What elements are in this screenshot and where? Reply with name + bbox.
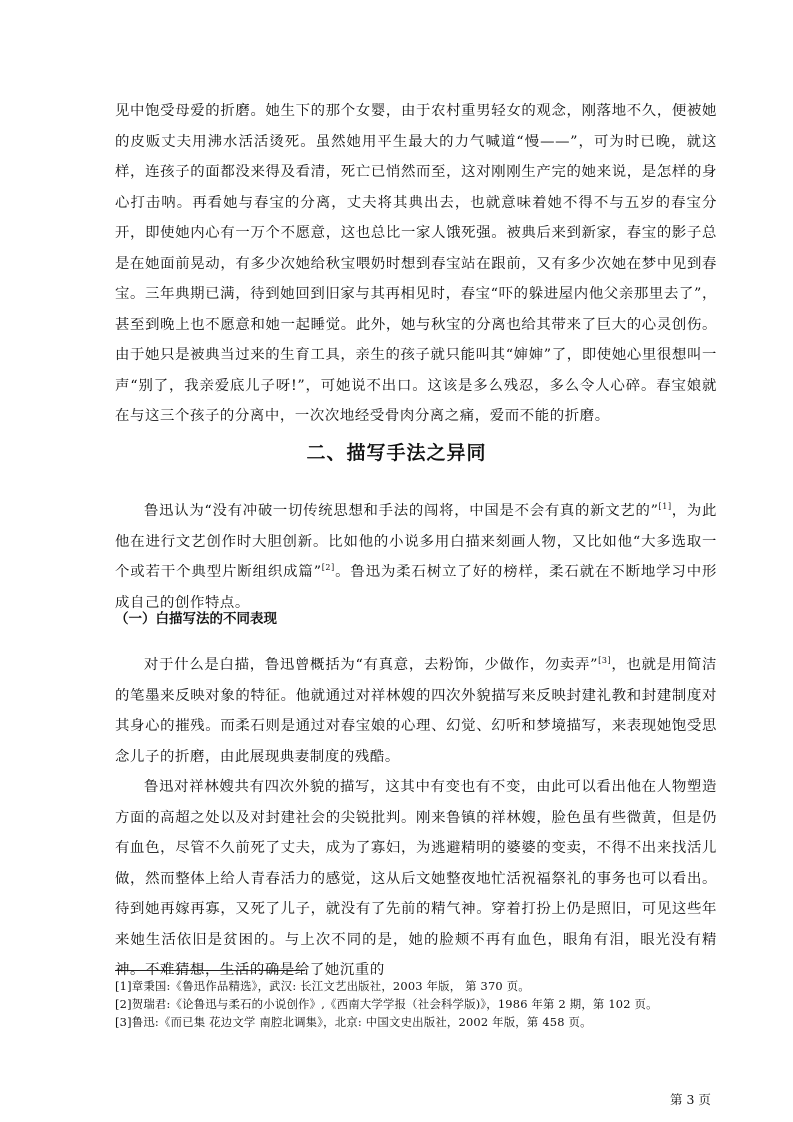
paragraph-text: 。鲁迅为柔石树立了好的榜样，柔石就在不断地学习中形成自己的创作特点。 xyxy=(115,564,717,611)
section-heading: 二、描写手法之异同 xyxy=(306,442,487,464)
paragraph-text: 鲁迅认为“没有冲破一切传统思想和手法的闯将，中国是不会有真的新文艺的” xyxy=(144,503,659,519)
page-number: 第 3 页 xyxy=(670,1092,711,1107)
citation-ref-1: [1] xyxy=(658,502,672,511)
body-paragraph-1: 见中饱受母爱的折磨。她生下的那个女婴，由于农村重男轻女的观念，刚落地不久，便被她的皮贩丈夫用沸水活活烫死。虽然她用平生最大的力气喊道“慢——”，可为时已晚，就这样，连孩子的面都没来得及看清，死亡已悄然而至，这对刚刚生产完的她来说，是怎样的身心打击呐。再看她与春宝的分离，丈夫将其典出去，也就意味着她不得不与五岁的春宝分开，即使她内心有一万个不愿意，这也总比一家人饿死强。被典后来到新家，春宝的影子总是在她面前晃动，有多少次她给秋宝喂奶时想到春宝站在跟前，又有多少次她在梦中见到春宝。三年典期已满，待到她回到旧家与其再相见时，春宝“吓的躲进屋内他父亲那里去了”，甚至到晚上也不愿意和她一起睡觉。此外，她与秋宝的分离也给其带来了巨大的心灵创伤。由于她只是被典当过来的生育工具，亲生的孩子就只能叫其“婶婶”了，即使她心里很想叫一声“别了，我亲爱底儿子呀!”，可她说不出口。这该是多么残忍，多么令人心碎。春宝娘就在与这三个孩子的分离中，一次次地经受骨肉分离之痛，爱而不能的折磨。 xyxy=(115,103,717,424)
footnote-divider xyxy=(115,970,305,971)
footnote-3: [3]鲁迅:《而已集 花边文学 南腔北调集》，北京: 中国文史出版社，2002 年版，第 458 页。 xyxy=(115,1015,592,1029)
subsection-heading: （一）白描写法的不同表现 xyxy=(115,611,277,627)
paragraph-text: ，为此他在进行文艺创作时大胆创新。比如他的小说多用白描来刻画人物，又比如他“大多选取一个或若干个典型片断组织成篇” xyxy=(115,503,717,580)
footnote-1: [1]章秉国:《鲁迅作品精选》，武汉: 长江文艺出版社，2003 年版， 第 370 页。 xyxy=(115,979,530,993)
paragraph-text: 对于什么是白描，鲁迅曾概括为“有真意，去粉饰，少做作，勿卖弄” xyxy=(144,657,599,673)
citation-ref-3: [3] xyxy=(598,656,612,665)
paragraph-text: ，也就是用简洁的笔墨来反映对象的特征。他就通过对祥林嫂的四次外貌描写来反映封建礼教和封建制度对其身心的摧残。而柔石则是通过对春宝娘的心理、幻觉、幻听和梦境描写，来表现她饱受思念儿子的折磨，由此展现典妻制度的残酷。 xyxy=(115,657,717,765)
citation-ref-2: [2] xyxy=(321,563,335,572)
body-paragraph-4: 鲁迅对祥林嫂共有四次外貌的描写，这其中有变也有不变，由此可以看出他在人物塑造方面的高超之处以及对封建社会的尖锐批判。刚来鲁镇的祥林嫂，脸色虽有些微黄，但是仍有血色，尽管不久前死了丈夫，成为了寡妇，为逃避精明的婆婆的变卖，不得不出来找活儿做，然而整体上给人青春活力的感觉，这从后文她整夜地忙活祝福祭礼的事务也可以看出。待到她再嫁再寡，又死了儿子，就没有了先前的精气神。穿着打扮上仍是照旧，可见这些年来她生活依旧是贫困的。与上次不同的是，她的脸颊不再有血色，眼角有泪，眼光没有精神。不难猜想，生活的确是给了她沉重的 xyxy=(115,779,717,978)
body-paragraph-2 xyxy=(115,496,717,618)
footnote-2: [2]贺瑞君:《论鲁迅与柔石的小说创作》,《西南大学学报（社会科学版)》，1986 年第 2 期，第 102 页。 xyxy=(115,997,658,1011)
body-paragraph-3 xyxy=(115,650,717,772)
